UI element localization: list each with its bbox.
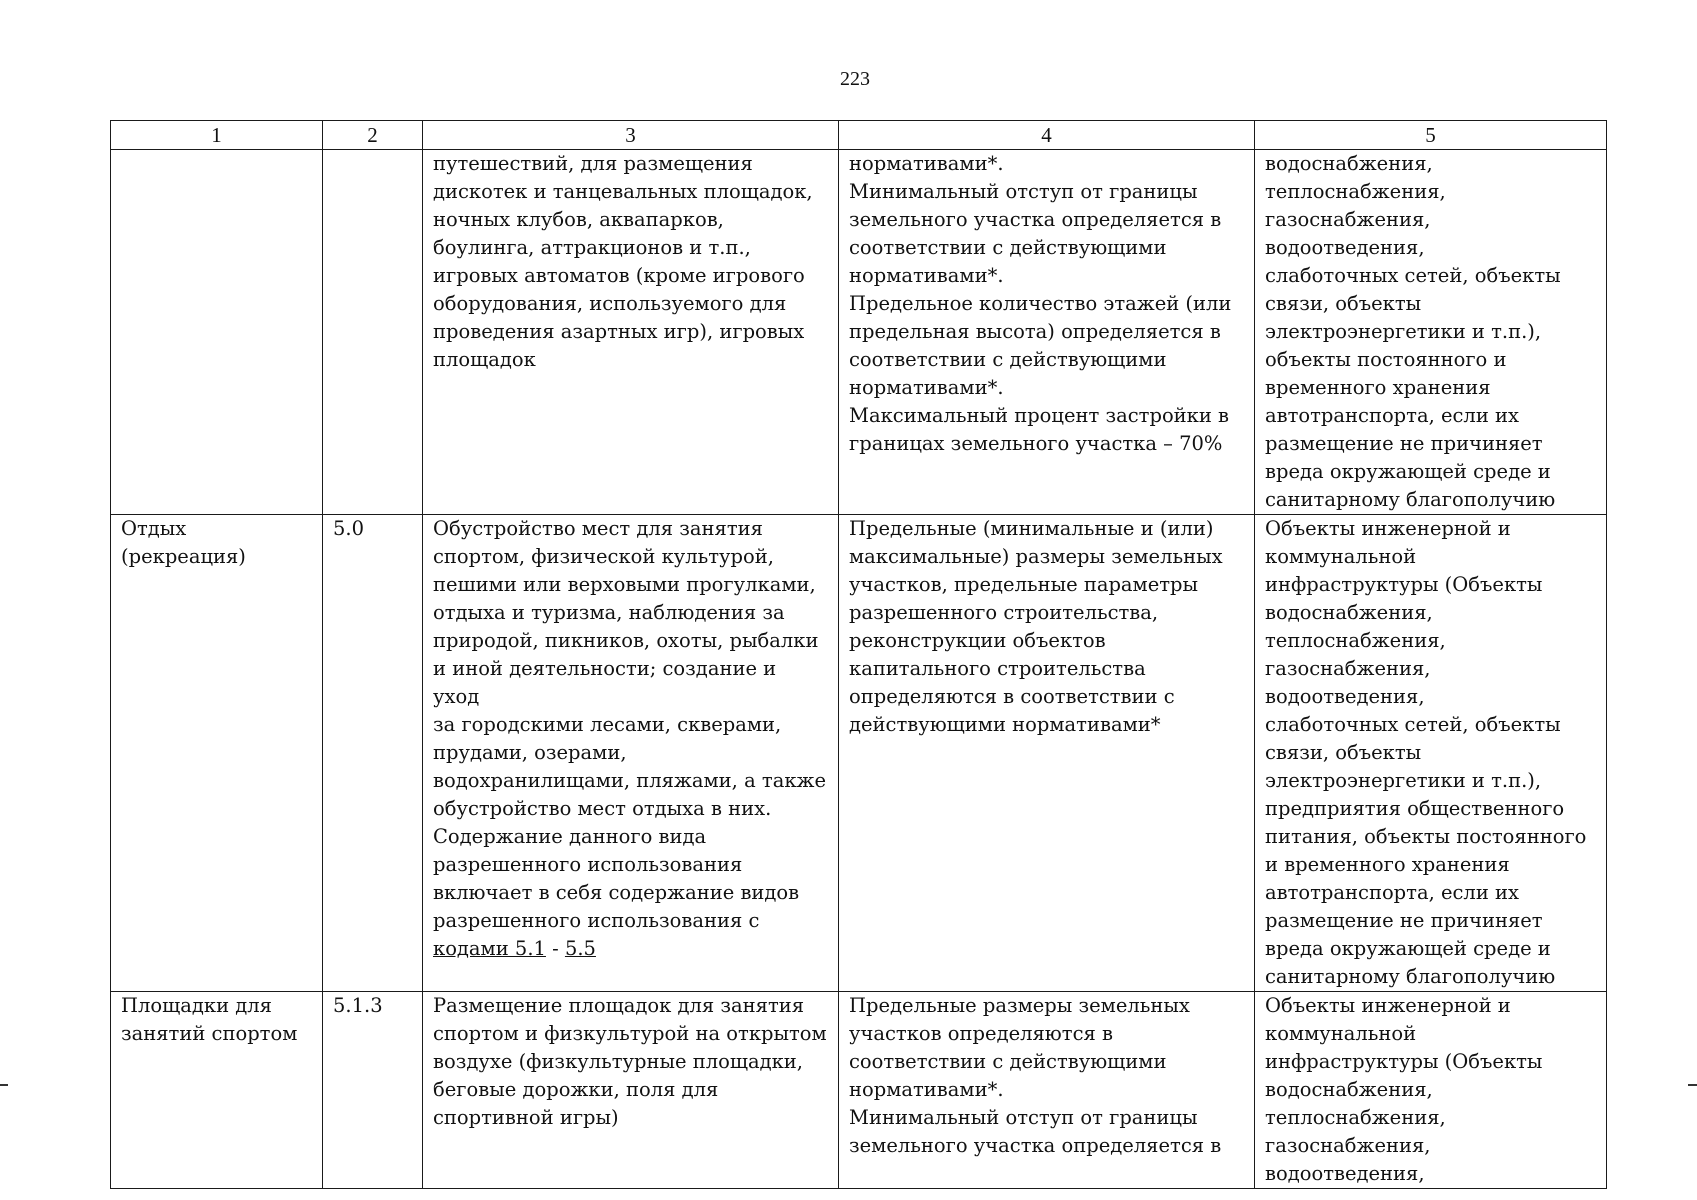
page-number: 223 xyxy=(840,68,870,90)
auxiliary-uses-cell xyxy=(1255,515,1607,992)
column-header-1: 1 xyxy=(111,121,323,150)
use-code: 5.0 xyxy=(333,517,365,540)
auxiliary-uses: водоснабжения, теплоснабжения, газоснабжения, водоотведения, слаботочных сетей, объекты связи, объекты электроэнергетики и т.п.), объекты постоянного и временного хранения автотранспорта, если их размещение не причиняет вреда окружающей среде и санитарному благополучию xyxy=(1265,152,1561,511)
column-header-4: 4 xyxy=(839,121,1255,150)
use-parameters-cell xyxy=(839,992,1255,1189)
use-description-cell xyxy=(423,515,839,992)
header-row xyxy=(111,121,1607,150)
table-row xyxy=(111,515,1607,992)
table-row xyxy=(111,992,1607,1189)
auxiliary-uses: Объекты инженерной и коммунальной инфраструктуры (Объекты водоснабжения, теплоснабжения, газоснабжения, водоотведения, xyxy=(1265,994,1543,1185)
use-description-cell xyxy=(423,992,839,1189)
use-description: Обустройство мест для занятия спортом, физической культурой, пешими или верховыми прогулками, отдыха и туризма, наблюдения за природой, пикников, охоты, рыбалки и иной деятельности; создание и уход за городскими лесами, скверами, прудами, озерами, водохранилищами, пляжами, а также обустройство мест отдыха в них. Содержание данного вида разрешенного использования включает в себя содержание видов разрешенного использования с xyxy=(433,517,826,932)
use-parameters: нормативами*. Минимальный отступ от границы земельного участка определяется в соответствии с действующими нормативами*. Предельное количество этажей (или предельная высота) определяется в соответствии с действующими нормативами*. Максимальный процент застройки в границах земельного участка – 70% xyxy=(849,152,1232,455)
column-header-3: 3 xyxy=(423,121,839,150)
code-link-5-1[interactable]: кодами 5.1 xyxy=(433,937,546,960)
use-parameters: Предельные (минимальные и (или) максимальные) размеры земельных участков, предельные параметры разрешенного строительства, реконструкции объектов капитального строительства определяются в соответствии с действующими нормативами* xyxy=(849,517,1223,736)
code-link-separator: - xyxy=(545,937,565,960)
code-link-5-5[interactable]: 5.5 xyxy=(564,937,596,960)
land-use-table xyxy=(110,120,1607,1189)
use-code-cell xyxy=(323,150,423,515)
left-edge-mark xyxy=(0,1084,8,1086)
column-header-2: 2 xyxy=(323,121,423,150)
use-name-cell xyxy=(111,150,323,515)
table-row xyxy=(111,150,1607,515)
code-reference-line xyxy=(433,935,828,963)
auxiliary-uses-cell xyxy=(1255,992,1607,1189)
use-name: Отдых (рекреация) xyxy=(121,517,246,568)
use-code: 5.1.3 xyxy=(333,994,383,1017)
column-header-5: 5 xyxy=(1255,121,1607,150)
auxiliary-uses-cell xyxy=(1255,150,1607,515)
use-description: путешествий, для размещения дискотек и танцевальных площадок, ночных клубов, аквапарков, боулинга, аттракционов и т.п., игровых автоматов (кроме игрового оборудования, используемого для проведения азартных игр), игровых площадок xyxy=(433,152,813,371)
use-name: Площадки для занятий спортом xyxy=(121,994,298,1045)
use-code-cell xyxy=(323,515,423,992)
use-parameters-cell xyxy=(839,515,1255,992)
use-description-cell xyxy=(423,150,839,515)
use-parameters-cell xyxy=(839,150,1255,515)
use-code-cell xyxy=(323,992,423,1189)
use-name-cell xyxy=(111,515,323,992)
right-edge-mark xyxy=(1688,1084,1697,1086)
auxiliary-uses: Объекты инженерной и коммунальной инфраструктуры (Объекты водоснабжения, теплоснабжения, газоснабжения, водоотведения, слаботочных сетей, объекты связи, объекты электроэнергетики и т.п.), предприятия общественного питания, объекты постоянного и временного хранения автотранспорта, если их размещение не причиняет вреда окружающей среде и санитарному благополучию xyxy=(1265,517,1587,988)
use-description: Размещение площадок для занятия спортом и физкультурой на открытом воздухе (физкультурные площадки, беговые дорожки, поля для спортивной игры) xyxy=(433,994,827,1129)
use-name-cell xyxy=(111,992,323,1189)
use-parameters: Предельные размеры земельных участков определяются в соответствии с действующими нормативами*. Минимальный отступ от границы земельного участка определяется в xyxy=(849,994,1222,1157)
